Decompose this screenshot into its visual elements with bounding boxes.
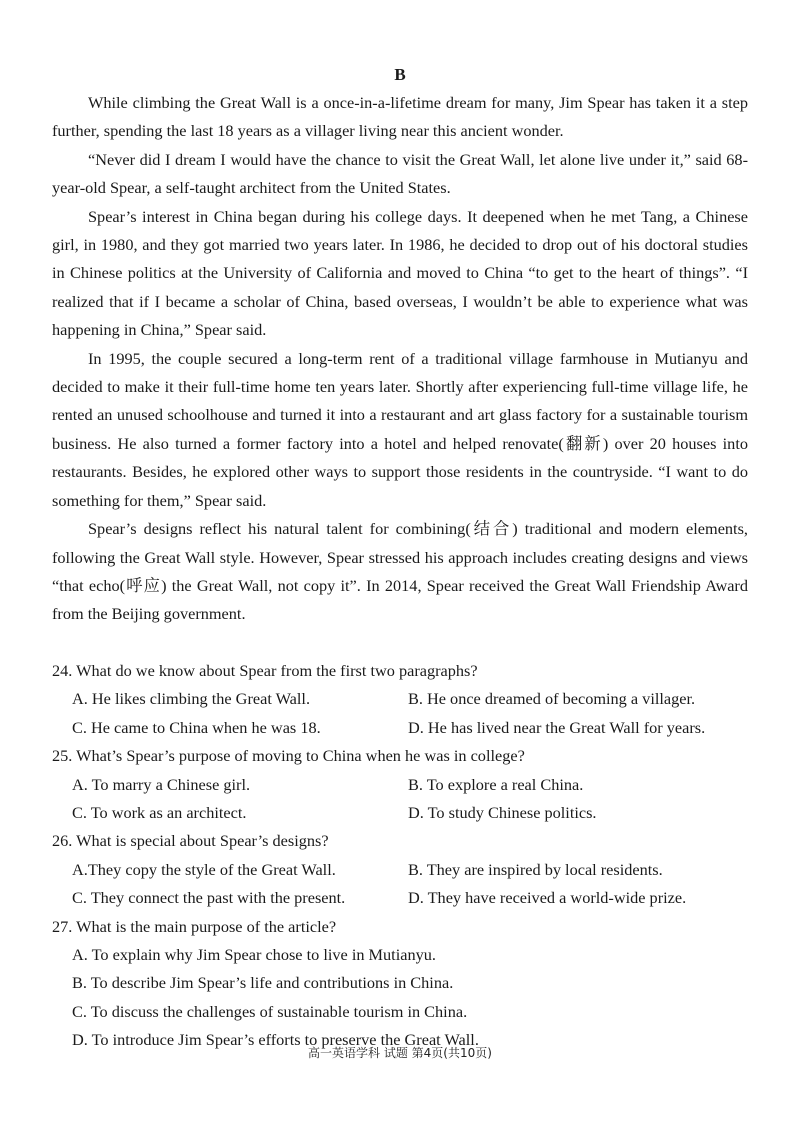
option-a: A.They copy the style of the Great Wall. (72, 859, 336, 879)
option-c: C. He came to China when he was 18. (72, 717, 321, 737)
question-25 (52, 742, 752, 827)
page-footer: 高一英语学科 试题 第4页(共10页) (308, 1046, 492, 1060)
option-b: B. To describe Jim Spear’s life and contributions in China. (72, 973, 454, 993)
option-a: A. He likes climbing the Great Wall. (72, 689, 311, 709)
option-c: C. They connect the past with the present. (72, 888, 346, 908)
option-list (52, 856, 752, 913)
question-stem: 24. What do we know about Spear from the first two paragraphs? (52, 661, 478, 680)
paragraph: In 1995, the couple secured a long-term rent of a traditional village farmhouse in Mutianyu and decided to make it their full-time home ten years later. Shortly after experiencing full-time village life, he rented an unused schoolhouse and turned it into a restaurant and art glass factory for a sustainable tourism business. He also turned a former factory into a hotel and helped renovate(翻新) over 20 houses into restaurants. Besides, he explored other ways to support those residents in the countryside. “I want to do something for them,” Spear said. (52, 348, 748, 510)
option-a: A. To marry a Chinese girl. (72, 774, 251, 794)
option-b: B. To explore a real China. (408, 774, 584, 794)
option-b: B. He once dreamed of becoming a villager. (408, 689, 696, 709)
question-stem: 27. What is the main purpose of the article? (52, 916, 337, 936)
question-stem: 26. What is special about Spear’s designs? (52, 831, 329, 851)
paragraph: “Never did I dream I would have the chance to visit the Great Wall, let alone live under it,” said 68-year-old Spear, a self-taught architect from the United States. (52, 149, 748, 198)
reading-passage (52, 89, 748, 629)
option-d: D. To study Chinese politics. (408, 803, 597, 823)
question-24 (52, 657, 752, 742)
section-heading: B (394, 65, 406, 84)
question-stem: 25. What’s Spear’s purpose of moving to China when he was in college? (52, 746, 525, 766)
option-a: A. To explain why Jim Spear chose to live in Mutianyu. (72, 945, 436, 965)
question-list (52, 657, 752, 1055)
option-c: C. To discuss the challenges of sustainable tourism in China. (72, 1001, 468, 1021)
question-26 (52, 827, 752, 912)
paragraph: Spear’s interest in China began during his college days. It deepened when he met Tang, a Chinese girl, in 1980, and they got married two years later. In 1986, he decided to drop out of his doctoral studies in Chinese politics at the University of California and moved to China “to get to the heart of things”. “I realized that if I became a scholar of China, based overseas, I wouldn’t be able to experience what was happening in China,” Spear said. (52, 206, 748, 340)
option-list (52, 941, 752, 1055)
option-list (52, 771, 752, 828)
option-d: D. He has lived near the Great Wall for years. (408, 717, 706, 737)
paragraph: Spear’s designs reflect his natural talent for combining(结合) traditional and modern elements, following the Great Wall style. However, Spear stressed his approach includes creating designs and views “that echo(呼应) the Great Wall, not copy it”. In 2014, Spear received the Great Wall Friendship Award from the Beijing government. (52, 519, 748, 624)
option-c: C. To work as an architect. (72, 803, 247, 823)
option-b: B. They are inspired by local residents. (408, 859, 663, 879)
question-27 (52, 913, 752, 1055)
option-d: D. They have received a world-wide prize. (408, 888, 687, 908)
option-d: D. To introduce Jim Spear’s efforts to preserve the Great Wall. (72, 1030, 479, 1050)
paragraph: While climbing the Great Wall is a once-in-a-lifetime dream for many, Jim Spear has taken it a step further, spending the last 18 years as a villager living near this ancient wonder. (52, 93, 748, 141)
option-list (52, 685, 752, 742)
